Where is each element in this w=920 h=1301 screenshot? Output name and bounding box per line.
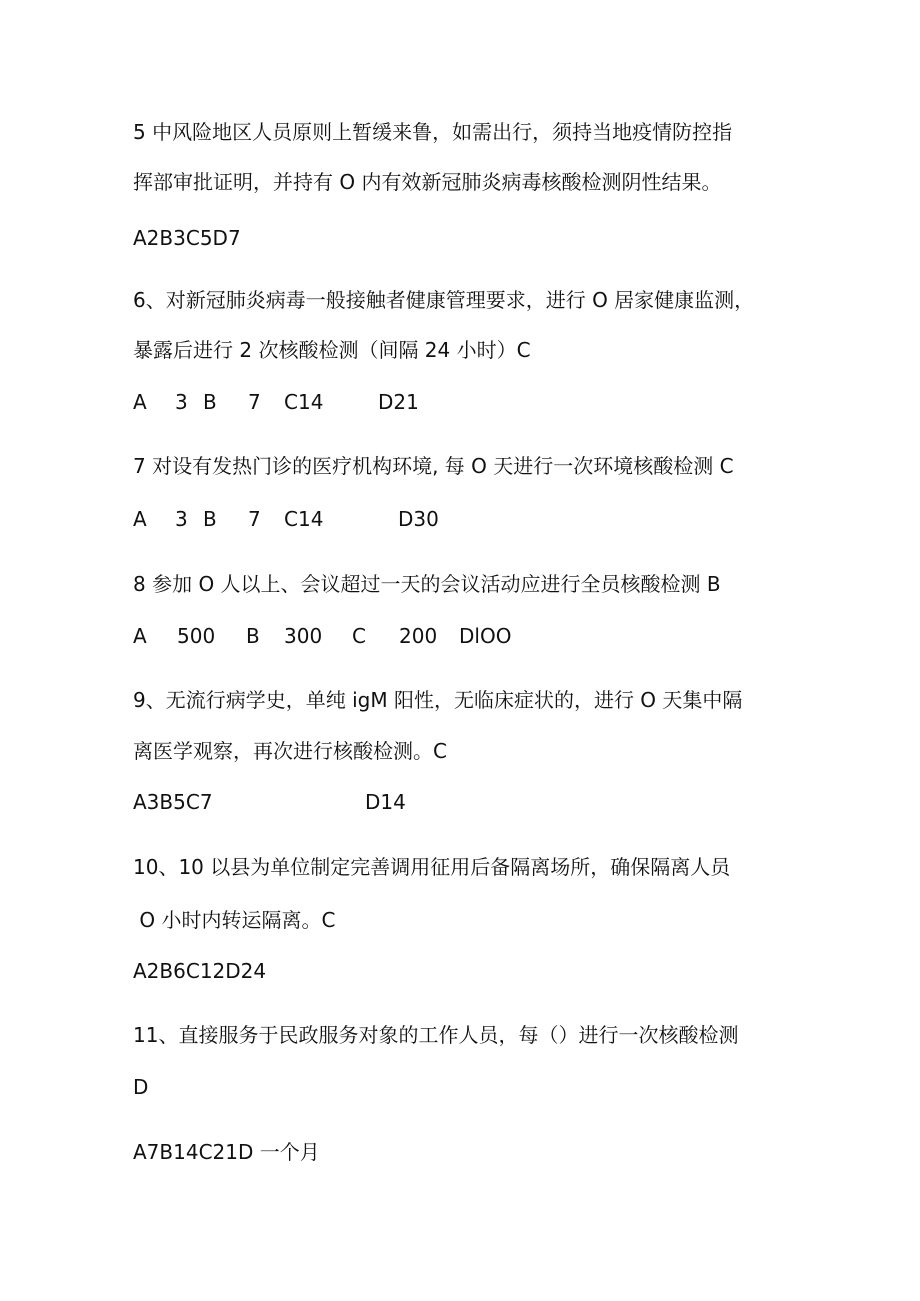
q8-option-c: C [352,624,366,648]
q8-option-b-value: 300 [284,624,323,648]
q9-option-d: D14 [365,790,406,814]
q7-option-b-value: 7 [248,507,261,531]
q6-line-1: 6、对新冠肺炎病毒一般接触者健康管理要求，进行 O 居家健康监测， [133,288,755,312]
q8-line-1: 8 参加 O 人以上、会议超过一天的会议活动应进行全员核酸检测 B [133,572,721,596]
q8-option-b: B [246,624,260,648]
q9-option-abc: A3B5C7 [133,790,213,814]
q6-option-a: A [133,390,147,414]
q6-option-a-value: 3 [175,390,188,414]
q7-option-c: C14 [284,507,324,531]
q7-option-d: D30 [398,507,439,531]
q8-option-a: A [133,624,147,648]
q7-option-a-value: 3 [175,507,188,531]
q9-line-2: 离医学观察，再次进行核酸检测。C [133,739,447,763]
q5-line-2: 挥部审批证明，并持有 O 内有效新冠肺炎病毒核酸检测阴性结果。 [133,170,722,194]
q11-line-2: D [133,1075,149,1099]
q7-option-b: B [203,507,217,531]
q10-options: A2B6C12D24 [133,959,267,983]
q8-option-c-value: 200 [399,624,438,648]
q6-option-d: D21 [378,390,419,414]
q9-line-1: 9、无流行病学史，单纯 igM 阳性，无临床症状的，进行 O 天集中隔 [133,688,743,712]
q8-option-a-value: 500 [177,624,216,648]
q11-options: A7B14C21D 一个月 [133,1140,320,1164]
q6-option-c: C14 [284,390,324,414]
q7-option-a: A [133,507,147,531]
q10-line-2: O 小时内转运隔离。C [133,908,336,932]
q6-line-2: 暴露后进行 2 次核酸检测（间隔 24 小时）C [133,338,531,362]
q10-line-1: 10、10 以县为单位制定完善调用征用后备隔离场所，确保隔离人员 [133,855,731,879]
q5-options: A2B3C5D7 [133,226,241,250]
q5-line-1: 5 中风险地区人员原则上暂缓来鲁，如需出行，须持当地疫情防控指 [133,120,733,144]
q6-option-b: B [203,390,217,414]
q8-option-d: DlOO [459,624,512,648]
q6-option-b-value: 7 [248,390,261,414]
q11-line-1: 11、直接服务于民政服务对象的工作人员，每（）进行一次核酸检测 [133,1023,739,1047]
q7-line-1: 7 对设有发热门诊的医疗机构环境, 每 O 天进行一次环境核酸检测 C [133,454,734,478]
